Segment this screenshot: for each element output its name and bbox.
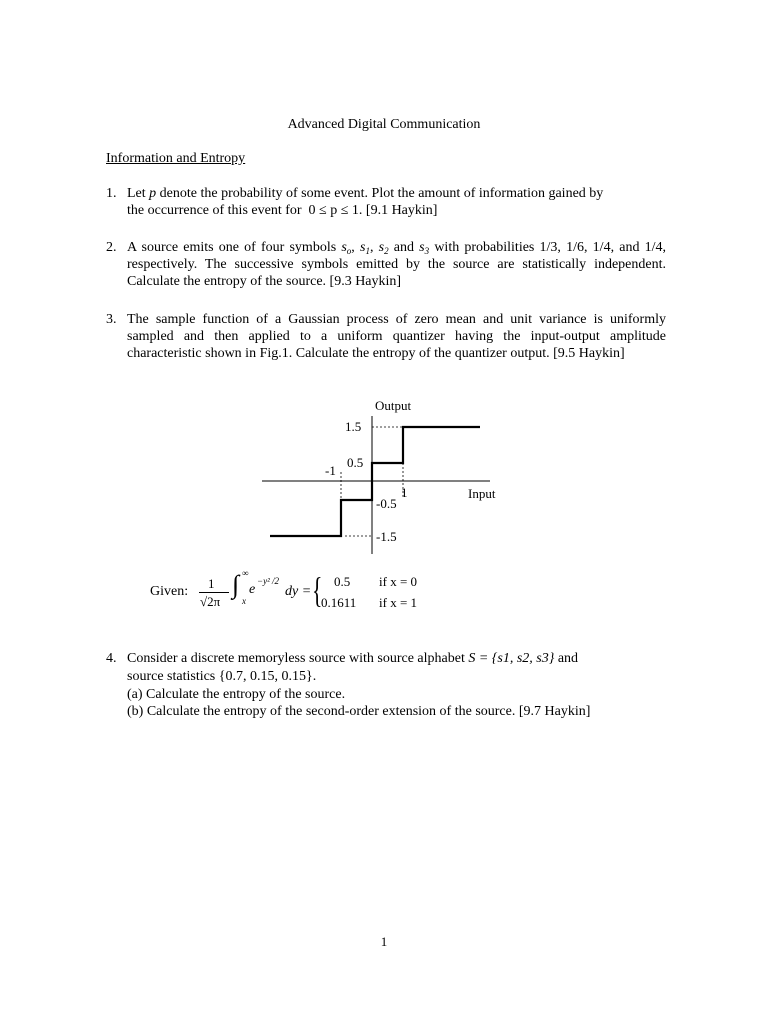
tick-label: 0.5 xyxy=(347,455,364,470)
case-1-condition: if x = 0 xyxy=(379,574,418,589)
dy-equals: dy = xyxy=(285,584,312,599)
integral-sign: ∫ xyxy=(232,570,240,599)
page-number: 1 xyxy=(380,934,388,949)
question-1 xyxy=(106,185,666,219)
fraction-bar xyxy=(199,592,229,593)
output-axis-label: Output xyxy=(375,398,412,413)
integral-lower: x xyxy=(242,596,246,606)
question-1-line-1: Let p denote the probability of some event. Plot the amount of information gained by xyxy=(127,186,604,201)
question-number: 3. xyxy=(106,312,117,327)
question-number: 4. xyxy=(106,651,117,666)
case-2-value: 0.1611 xyxy=(321,595,357,610)
tick-label: -1 xyxy=(325,463,336,478)
probability-range: 0 ≤ p ≤ 1 xyxy=(308,203,359,218)
question-4-part-a: (a) Calculate the entropy of the source. xyxy=(127,687,346,702)
section-heading: Information and Entropy xyxy=(106,151,246,166)
question-number: 2. xyxy=(106,240,117,255)
fraction-numerator: 1 xyxy=(208,576,215,591)
question-3-text: The sample function of a Gaussian process of zero mean and unit variance is uniformly sampled and then applied to a uniform quantizer having the input-output amplitude characteristic shown in Fig.1. Calculate the entropy of the quantizer output. [9.5 Haykin] xyxy=(127,312,666,361)
case-1-value: 0.5 xyxy=(334,574,351,589)
symbol-s3: $s_3$ xyxy=(419,240,430,256)
question-4-line-1: Consider a discrete memoryless source with source alphabet S = {s1, s2, s3} and xyxy=(127,651,579,666)
input-axis-label: Input xyxy=(468,486,496,501)
given-label: Given: xyxy=(150,584,189,599)
source-alphabet: S = {s1, s2, s3} xyxy=(468,651,555,666)
question-2-text: A source emits one of four symbols $s_o$, $s_1$, $s_2$ and $s_3$ with probabilities 1/3, 1/6, 1/4, and 1/4, respectively. The successive symbols emitted by the source are statistically independent. Calculate the entropy of the source. [9.3 Haykin] xyxy=(127,240,667,289)
symbol-s1: $s_1$ xyxy=(359,240,370,256)
document-title: Advanced Digital Communication xyxy=(287,117,481,132)
tick-label: 1.5 xyxy=(345,419,362,434)
tick-label: -1.5 xyxy=(376,529,397,544)
question-2 xyxy=(106,239,666,290)
symbol-s0: $s_o$ xyxy=(341,240,352,256)
integral-upper: ∞ xyxy=(242,568,249,578)
tick-label: -0.5 xyxy=(376,496,397,511)
question-4-part-b: (b) Calculate the entropy of the second-order extension of the source. [9.7 Haykin] xyxy=(127,704,591,719)
symbol-s2: $s_2$ xyxy=(378,240,389,256)
integrand: e xyxy=(249,582,256,597)
source-statistics: {0.7, 0.15, 0.15} xyxy=(218,669,313,684)
question-1-line-2: the occurrence of this event for 0 ≤ p ≤ 1. [9.1 Haykin] xyxy=(127,203,438,218)
brace: { xyxy=(312,570,323,610)
case-2-condition: if x = 1 xyxy=(379,595,418,610)
exponent: −y² /2 xyxy=(257,576,280,586)
question-number: 1. xyxy=(106,186,117,201)
quantizer-figure xyxy=(250,396,520,561)
question-4-line-2: source statistics {0.7, 0.15, 0.15}. xyxy=(127,669,317,684)
question-3 xyxy=(106,311,666,362)
given-formula xyxy=(150,568,450,618)
tick-label: 1 xyxy=(401,485,408,500)
question-4 xyxy=(106,650,666,720)
fraction-denominator: √2π xyxy=(200,594,221,609)
